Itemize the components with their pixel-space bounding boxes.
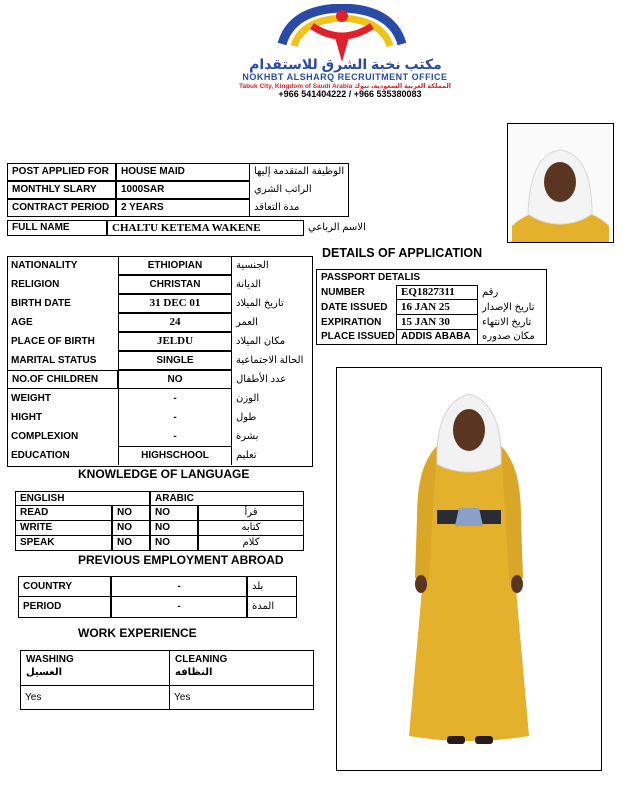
age-value: 24: [118, 313, 232, 332]
cleaning-header: [170, 650, 314, 686]
full-name-label: FULL NAME: [7, 220, 107, 236]
nationality-ar: الجنسية: [236, 259, 269, 271]
contract-period-label: CONTRACT PERIOD: [7, 199, 116, 217]
expiration-value: 15 JAN 30: [396, 315, 478, 330]
height-ar: طول: [236, 411, 257, 423]
country-label: COUNTRY: [18, 576, 111, 597]
speak-ar: كلام: [198, 536, 304, 551]
post-applied-label: POST APPLIED FOR: [7, 163, 116, 181]
passport-number-value: EQ1827311: [396, 285, 478, 300]
washing-header: [20, 650, 170, 686]
write-arabic: NO: [150, 521, 198, 536]
date-issued-value: 16 JAN 25: [396, 300, 478, 315]
read-label: READ: [15, 506, 112, 521]
monthly-salary-label: MONTHLY SLARY: [7, 181, 116, 199]
age-label: AGE: [11, 316, 33, 328]
weight-value: -: [118, 389, 232, 408]
applicant-full-body-photo: [336, 367, 602, 771]
company-name-arabic: مكتب نخبة الشرق للاستقدام: [249, 56, 442, 72]
details-of-application-title: DETAILS OF APPLICATION: [322, 246, 483, 260]
period-value: -: [111, 597, 247, 618]
place-of-birth-label: PLACE OF BIRTH: [11, 335, 95, 347]
contract-period-value: 2 YEARS: [116, 199, 250, 217]
height-label: HIGHT: [11, 411, 43, 423]
height-value: -: [118, 408, 232, 427]
complexion-ar: بشرة: [236, 430, 259, 442]
language-title: KNOWLEDGE OF LANGUAGE: [78, 467, 250, 481]
period-label: PERIOD: [18, 597, 111, 618]
washing-value: Yes: [20, 686, 170, 710]
complexion-value: -: [118, 427, 232, 446]
post-applied-ar: الوظيفة المتقدمة إليها: [254, 166, 345, 177]
read-arabic: NO: [150, 506, 198, 521]
education-value: HIGHSCHOOL: [118, 446, 232, 465]
weight-ar: الوزن: [236, 392, 260, 404]
place-issued-ar: مكان صدوره: [478, 330, 547, 345]
contract-period-ar: مدة التعاقد: [254, 202, 300, 213]
nationality-value: ETHIOPIAN: [118, 256, 232, 275]
write-ar: كتابه: [198, 521, 304, 536]
age-ar: العمر: [236, 316, 258, 328]
marital-status-value: SINGLE: [118, 351, 232, 370]
read-ar: قرأ: [198, 506, 304, 521]
children-value: NO: [118, 370, 232, 389]
education-ar: تعليم: [236, 449, 257, 461]
nationality-label: NATIONALITY: [11, 259, 78, 271]
read-english: NO: [112, 506, 150, 521]
write-label: WRITE: [15, 521, 112, 536]
birth-date-value: 31 DEC 01: [118, 294, 232, 313]
cleaning-ar: النظافه: [175, 667, 213, 678]
marital-status-ar: الحالة الاجتماعية: [236, 354, 304, 366]
marital-status-label: MARITAL STATUS: [11, 354, 97, 366]
full-name-ar: الاسم الرباعي: [308, 222, 366, 233]
date-issued-label: DATE ISSUED: [316, 300, 396, 315]
language-arabic-header: ARABIC: [150, 491, 304, 506]
company-location: Tabuk City, Kingdom of Saudi Arabia المملكة العربية السعودية، تبوك: [238, 83, 452, 90]
write-english: NO: [112, 521, 150, 536]
place-issued-value: ADDIS ABABA: [396, 330, 478, 345]
language-english-header: ENGLISH: [15, 491, 150, 506]
speak-english: NO: [112, 536, 150, 551]
birth-date-label: BIRTH DATE: [11, 297, 71, 309]
speak-arabic: NO: [150, 536, 198, 551]
company-name-english: NOKHBT ALSHARQ RECRUITMENT OFFICE: [242, 72, 448, 82]
company-logo: [272, 4, 412, 64]
place-issued-label: PLACE ISSUED: [316, 330, 396, 345]
complexion-label: COMPLEXION: [11, 430, 79, 442]
employment-title: PREVIOUS EMPLOYMENT ABROAD: [78, 553, 284, 567]
passport-title: PASSPORT DETALIS: [316, 269, 547, 285]
date-issued-ar: تاريخ الإصدار: [478, 300, 547, 315]
expiration-label: EXPIRATION: [316, 315, 396, 330]
place-of-birth-ar: مكان الميلاد: [236, 335, 286, 347]
speak-label: SPEAK: [15, 536, 112, 551]
applicant-portrait-photo: [507, 123, 614, 243]
monthly-salary-ar: الراتب الشري: [254, 184, 312, 195]
religion-label: RELIGION: [11, 278, 60, 290]
religion-ar: الديانة: [236, 278, 262, 290]
place-of-birth-value: JELDU: [118, 332, 232, 351]
passport-number-ar: رقم: [478, 285, 547, 300]
birth-date-ar: تاريخ الميلاد: [236, 297, 284, 309]
cleaning-label: CLEANING: [175, 654, 228, 665]
monthly-salary-value: 1000SAR: [116, 181, 250, 199]
period-ar: المدة: [247, 597, 297, 618]
washing-ar: الغسيل: [26, 667, 63, 678]
expiration-ar: تاريخ الانتهاء: [478, 315, 547, 330]
work-experience-title: WORK EXPERIENCE: [78, 626, 197, 640]
country-value: -: [111, 576, 247, 597]
post-applied-value: HOUSE MAID: [116, 163, 250, 181]
washing-label: WASHING: [26, 654, 74, 665]
religion-value: CHRISTAN: [118, 275, 232, 294]
post-table-border: [7, 163, 349, 217]
company-phones: +966 541404222 / +966 535380083: [278, 89, 422, 99]
country-ar: بلد: [247, 576, 297, 597]
passport-number-label: NUMBER: [316, 285, 396, 300]
education-label: EDUCATION: [11, 449, 70, 461]
cleaning-value: Yes: [170, 686, 314, 710]
children-ar: عدد الأطفال: [236, 373, 287, 385]
weight-label: WEIGHT: [11, 392, 51, 404]
full-name-value: CHALTU KETEMA WAKENE: [107, 220, 304, 236]
children-label: NO.OF CHILDREN: [7, 370, 118, 389]
